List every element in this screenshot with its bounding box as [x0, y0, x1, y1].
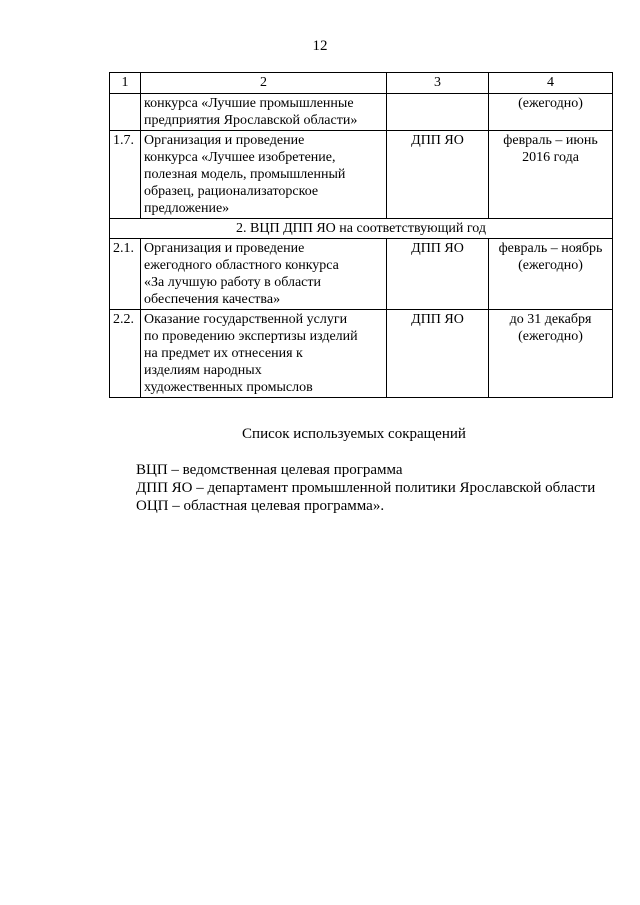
table-row: [110, 310, 613, 398]
row-measure-text: Оказание государственной услуги по проведению экспертизы изделий на предмет их отнесения к изделиям народных художественных промыслов: [144, 312, 358, 395]
measures-table: [109, 72, 613, 398]
header-cell-4: 4: [489, 73, 613, 94]
abbreviations-list: [136, 461, 595, 515]
abbreviation-item: ОЦП – областная целевая программа».: [136, 498, 385, 514]
page-number: 12: [312, 38, 328, 54]
abbreviations-title: Список используемых сокращений: [242, 426, 466, 442]
table-row: [110, 94, 613, 131]
row-number: [110, 94, 141, 131]
table-section-row: [110, 219, 613, 239]
row-number: 1.7.: [110, 131, 141, 219]
row-executor: ДПП ЯО: [411, 241, 464, 256]
section-heading: 2. ВЦП ДПП ЯО на соответствующий год: [110, 219, 613, 239]
row-measure-text: Организация и проведение конкурса «Лучшее изобретение, полезная модель, промышленный образец, рационализаторское предложение»: [144, 133, 346, 216]
table-header-row: [110, 73, 613, 94]
row-term: февраль – июнь 2016 года: [503, 133, 598, 165]
header-cell-3: 3: [387, 73, 489, 94]
table-row: [110, 131, 613, 219]
row-number: 2.1.: [110, 239, 141, 310]
header-cell-1: 1: [110, 73, 141, 94]
row-executor: ДПП ЯО: [411, 133, 464, 148]
row-term: (ежегодно): [518, 96, 583, 111]
abbreviation-item: ВЦП – ведомственная целевая программа: [136, 462, 403, 478]
row-measure-text: Организация и проведение ежегодного областного конкурса «За лучшую работу в области обеспечения качества»: [144, 241, 339, 307]
row-term: до 31 декабря (ежегодно): [509, 312, 592, 344]
abbreviation-item: ДПП ЯО – департамент промышленной политики Ярославской области: [136, 480, 596, 496]
header-cell-2: 2: [141, 73, 387, 94]
row-executor: ДПП ЯО: [411, 312, 464, 327]
row-number: 2.2.: [110, 310, 141, 398]
table-row: [110, 239, 613, 310]
row-measure-text: конкурса «Лучшие промышленные предприятия Ярославской области»: [144, 96, 358, 128]
row-term: февраль – ноябрь (ежегодно): [498, 241, 603, 273]
